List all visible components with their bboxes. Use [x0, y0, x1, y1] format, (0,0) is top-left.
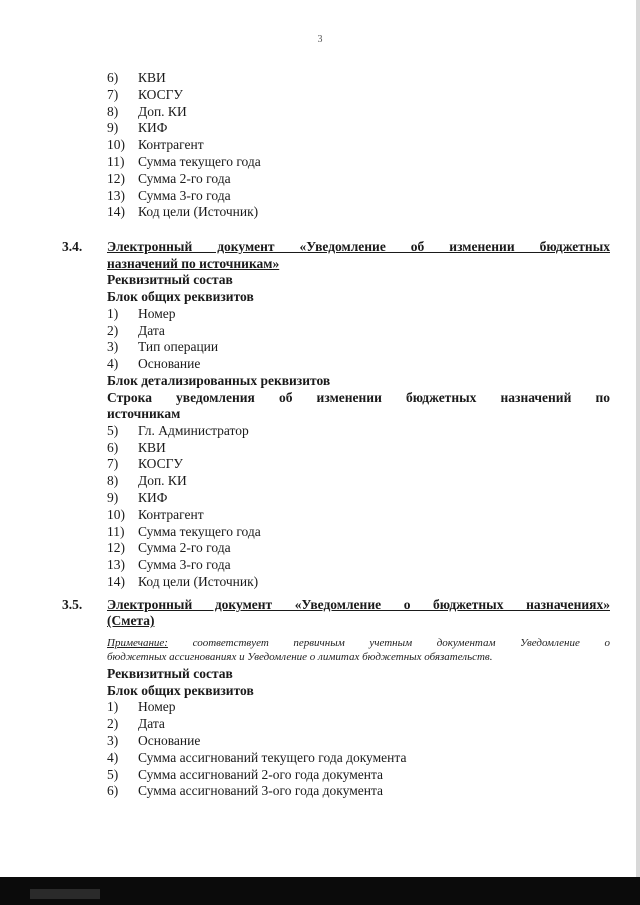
- list-item: [0, 204, 640, 221]
- list-item-text: Дата: [138, 322, 165, 338]
- list-item: [0, 540, 640, 557]
- block-common-heading: Блок общих реквизитов: [107, 682, 254, 698]
- note: [107, 636, 610, 664]
- list-item-number: 8): [107, 103, 119, 119]
- list-item-number: 9): [107, 489, 119, 505]
- list-item-text: Номер: [138, 305, 176, 321]
- list-item-text: Контрагент: [138, 506, 204, 522]
- list-item-number: 2): [107, 716, 119, 732]
- list-item-text: Доп. КИ: [138, 473, 187, 489]
- list-item-number: 14): [107, 573, 125, 589]
- common-requisites-list: [0, 699, 640, 800]
- list-item: [0, 716, 640, 733]
- list-continuation: [0, 70, 640, 221]
- list-item-number: 2): [107, 322, 119, 338]
- list-item-number: 3): [107, 732, 119, 748]
- block-detail-heading: Блок детализированных реквизитов: [107, 372, 331, 388]
- block-common-heading: Блок общих реквизитов: [107, 288, 254, 304]
- list-item-number: 7): [107, 456, 119, 472]
- section-title-line: Электронный документ «Уведомление об изменении бюджетных: [107, 239, 610, 255]
- list-item-text: Сумма 2-го года: [138, 540, 231, 556]
- list-item: [0, 306, 640, 323]
- section-title-line: назначений по источникам»: [107, 255, 280, 271]
- list-item: [0, 507, 640, 524]
- note-label: Примечание:: [107, 636, 168, 649]
- list-item-number: 10): [107, 137, 125, 153]
- list-item-number: 14): [107, 204, 125, 220]
- list-item-text: Дата: [138, 716, 165, 732]
- list-item-text: КИФ: [138, 489, 168, 505]
- requisites-heading: Реквизитный состав: [107, 665, 233, 681]
- common-requisites-list: [0, 306, 640, 373]
- requisites-heading: Реквизитный состав: [107, 272, 233, 288]
- list-item: [0, 120, 640, 137]
- list-item-text: Основание: [138, 356, 201, 372]
- section-title: [107, 239, 610, 272]
- list-item: [0, 473, 640, 490]
- list-item-number: 9): [107, 120, 119, 136]
- list-item-text: КВИ: [138, 439, 166, 455]
- list-item-number: 11): [107, 153, 125, 169]
- list-item-text: Сумма 3-го года: [138, 557, 231, 573]
- list-item: [0, 188, 640, 205]
- list-item: [0, 70, 640, 87]
- list-item: [0, 339, 640, 356]
- list-item-text: Сумма 2-го года: [138, 170, 231, 186]
- list-item-number: 6): [107, 439, 119, 455]
- list-item: [0, 154, 640, 171]
- list-item: [0, 767, 640, 784]
- list-item: [0, 456, 640, 473]
- list-item-number: 13): [107, 557, 125, 573]
- list-item-number: 12): [107, 170, 125, 186]
- list-item-text: Тип операции: [138, 339, 219, 355]
- list-item: [0, 490, 640, 507]
- list-item-number: 3): [107, 339, 119, 355]
- list-item-number: 4): [107, 356, 119, 372]
- list-item-text: Код цели (Источник): [138, 573, 259, 589]
- row-heading-line: источникам: [107, 406, 181, 422]
- list-item: [0, 574, 640, 591]
- list-item-text: Код цели (Источник): [138, 204, 259, 220]
- list-item-text: Сумма ассигнований 2-ого года документа: [138, 766, 384, 782]
- section-title: [107, 597, 610, 630]
- list-item-number: 6): [107, 70, 119, 85]
- row-heading-line: Строка уведомления об изменении бюджетных назначений по: [107, 389, 610, 405]
- list-item-number: 10): [107, 506, 125, 522]
- list-item-text: Сумма 3-го года: [138, 187, 231, 203]
- list-item-number: 5): [107, 766, 119, 782]
- section-title-line: Электронный документ «Уведомление о бюджетных назначениях»: [107, 596, 610, 612]
- document-body: [0, 70, 640, 800]
- note-line: [107, 636, 610, 650]
- list-item: [0, 733, 640, 750]
- list-item: [0, 323, 640, 340]
- section-3-4-heading: [0, 239, 640, 272]
- scan-edge: [636, 0, 640, 877]
- list-item-number: 5): [107, 422, 119, 438]
- note-line: бюджетных ассигнованиях и Уведомление о лимитах бюджетных обязательств.: [107, 650, 493, 663]
- section-number: 3.5.: [62, 596, 83, 612]
- list-item: [0, 87, 640, 104]
- list-item-text: Сумма текущего года: [138, 153, 261, 169]
- list-item: [0, 440, 640, 457]
- row-heading: [107, 390, 610, 423]
- list-item-text: КОСГУ: [138, 86, 183, 102]
- list-item-number: 4): [107, 749, 119, 765]
- list-item-number: 1): [107, 305, 119, 321]
- list-item-number: 12): [107, 540, 125, 556]
- list-item-text: Сумма ассигнований текущего года документа: [138, 749, 407, 765]
- list-item: [0, 783, 640, 800]
- list-item: [0, 171, 640, 188]
- list-item-text: Гл. Администратор: [138, 422, 249, 438]
- list-item: [0, 356, 640, 373]
- list-item-text: Доп. КИ: [138, 103, 187, 119]
- list-item-number: 13): [107, 187, 125, 203]
- list-item-text: Сумма ассигнований 3-ого года документа: [138, 783, 384, 799]
- list-item: [0, 137, 640, 154]
- section-3-5-heading: [0, 597, 640, 630]
- list-item-text: КОСГУ: [138, 456, 183, 472]
- list-item-text: КИФ: [138, 120, 168, 136]
- page-number: 3: [317, 34, 323, 45]
- list-item-number: 6): [107, 783, 119, 799]
- list-item: [0, 524, 640, 541]
- section-title-line: (Смета): [107, 613, 155, 629]
- list-item-number: 8): [107, 473, 119, 489]
- list-item: [0, 423, 640, 440]
- note-text: соответствует первичным учетным документам Уведомление о: [167, 636, 610, 649]
- list-item: [0, 699, 640, 716]
- section-number: 3.4.: [62, 239, 83, 255]
- list-item-text: КВИ: [138, 70, 166, 85]
- list-item-text: Основание: [138, 732, 201, 748]
- scan-mark: [30, 889, 100, 899]
- list-item-text: Номер: [138, 699, 176, 715]
- list-item: [0, 557, 640, 574]
- list-item-number: 11): [107, 523, 125, 539]
- list-item: [0, 750, 640, 767]
- list-item-number: 1): [107, 699, 119, 715]
- list-item: [0, 104, 640, 121]
- list-item-number: 7): [107, 86, 119, 102]
- list-item-text: Контрагент: [138, 137, 204, 153]
- detail-requisites-list: [0, 423, 640, 591]
- list-item-text: Сумма текущего года: [138, 523, 261, 539]
